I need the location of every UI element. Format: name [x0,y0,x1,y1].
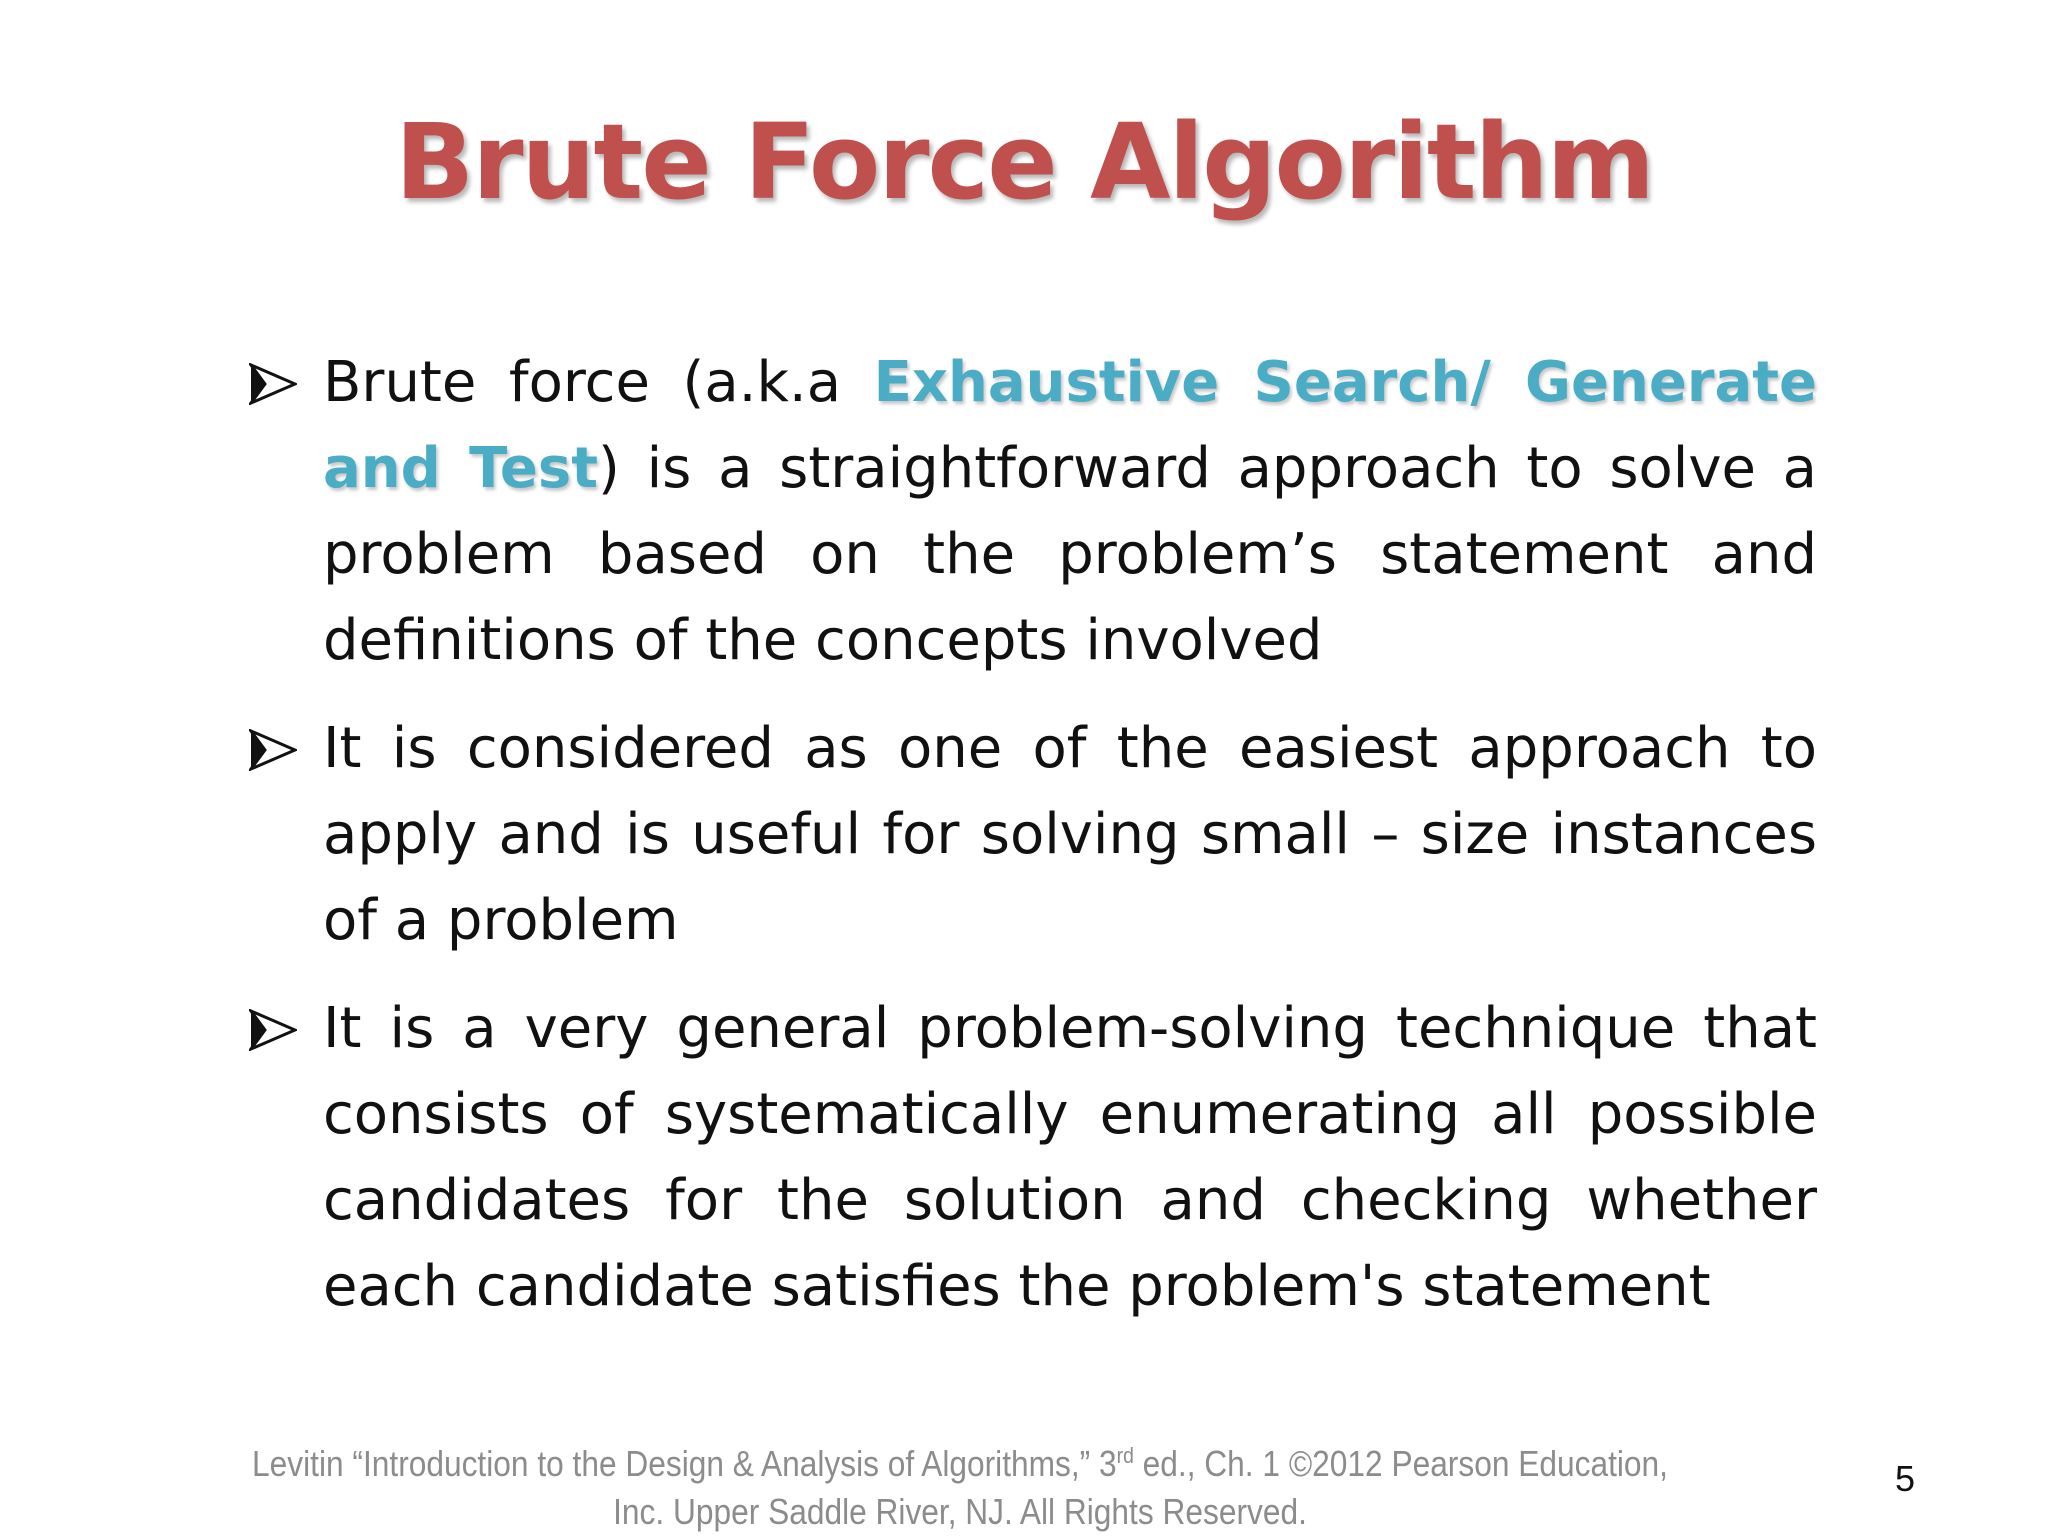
page-number: 5 [1895,1458,1916,1499]
bullet-item-1 [245,340,1817,684]
bullet-2-text: It is considered as one of the easiest approach to apply and is useful for solving small – size instances of a problem [323,716,1817,953]
footer-part2: ed., Ch. 1 ©2012 Pearson Education, Inc. Upper Saddle River, NJ. All Rights Reserved. [613,1443,1668,1532]
bullet-item-3 [245,986,1817,1330]
arrow-bullet-icon [245,986,305,1072]
bullet-1-prefix: Brute force (a.k.a [323,350,874,415]
arrow-bullet-icon [245,706,305,792]
bullet-1-highlight: Exhaustive Search/ Generate and Test [323,350,1817,501]
bullet-1-suffix: ) is a straightforward approach to solve a problem based on the problem’s statement and definitions of the concepts involved [323,436,1818,673]
bullet-item-2 [245,706,1817,964]
footer-part1: Levitin “Introduction to the Design & Analysis of Algorithms,” 3 [252,1443,1117,1484]
bullet-list [245,340,1817,1352]
slide-title: Brute Force Algorithm [394,101,1654,223]
footer-citation [238,1440,1681,1536]
bullet-3-text: It is a very general problem-solving technique that consists of systematically enumerating all possible candidates for the solution and checking whether each candidate satisfies the problem's statement [323,996,1817,1319]
arrow-bullet-icon [245,340,305,426]
footer-superscript: rd [1116,1443,1134,1468]
